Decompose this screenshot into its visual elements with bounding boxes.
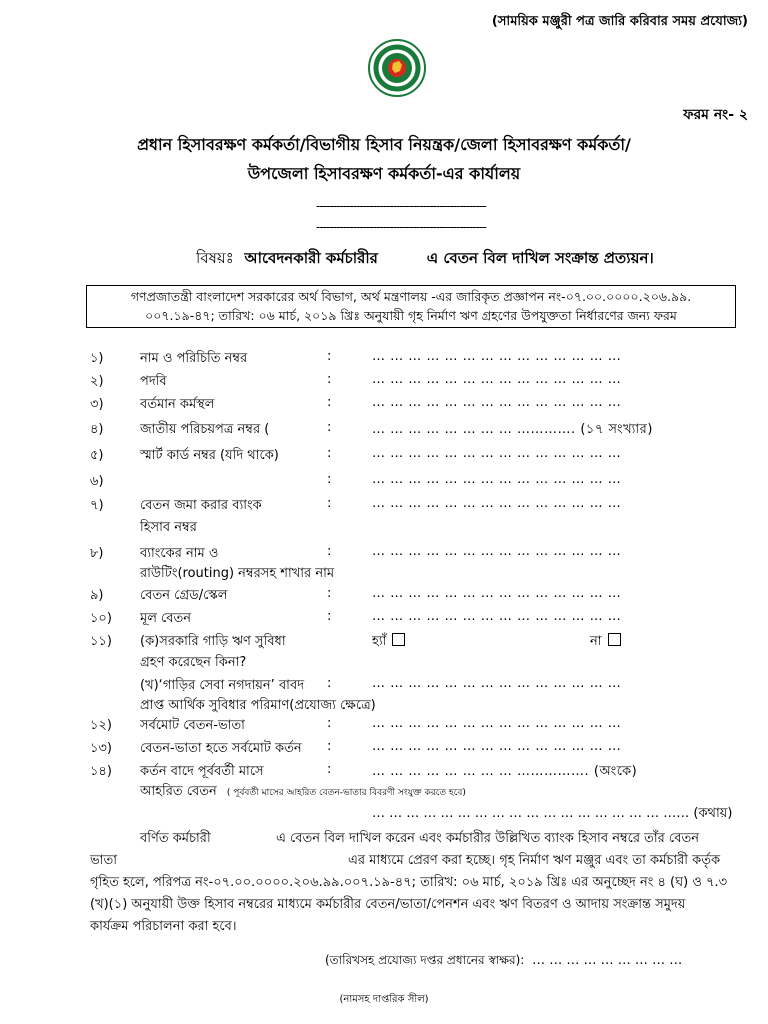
subject-part1: আবেদনকারী কর্মচারীর (244, 249, 378, 267)
field-label: সর্বমোট বেতন-ভাতা (140, 718, 245, 733)
subject-label: বিষয়ঃ (196, 249, 234, 267)
field-label: নাম ও পরিচিতি নম্বর (140, 351, 248, 366)
field-row (0, 739, 768, 761)
field-input-line[interactable]: … … … … … … … … … … … … … … (372, 395, 622, 410)
field-sublabel: হিসাব নম্বর (140, 520, 197, 535)
field-input-line[interactable]: … … … … … … … … …………. (১৭ সংখ্যার) (372, 422, 653, 437)
no-checkbox[interactable] (608, 633, 621, 646)
field-row (0, 609, 768, 631)
field-label: (ক)সরকারি গাড়ি ঋণ সুবিধা (140, 634, 286, 649)
field-colon: : (327, 586, 332, 601)
field-label: ব্যাংকের নাম ও (140, 546, 219, 561)
field-label: কর্তন বাদে পূর্ববর্তী মাসে (140, 764, 264, 779)
no-option[interactable] (590, 632, 621, 653)
field-sublabel: গ্রহণ করেছেন কিনা? (140, 655, 247, 670)
signature-label: (তারিখসহ প্রযোজ্য দপ্তর প্রধানের স্বাক্ষর): (325, 953, 525, 967)
field-colon: : (327, 372, 332, 387)
dash-line-2: --------------------------------------------------- (316, 220, 486, 234)
para-line3: গৃহিত হলে, পরিপত্র নং-০৭.০০.০০০০.২০৬.৯৯.০০৭.১৯-৪৭; তারিখ: ০৬ মার্চ, ২০১৯ খ্রিঃ এর অনুচ্ছেদ নং ৪ (ঘ) ও ৭.৩ (90, 875, 728, 890)
notice-line1: গণপ্রজাতন্ত্রী বাংলাদেশ সরকারের অর্থ বিভাগ, অর্থ মন্ত্রণালয় -এর জারিকৃত প্রজ্ঞাপন নং-০৭.০০.০০০০.২০৬.৯৯. (130, 289, 692, 304)
field-label: পদবি (140, 374, 167, 389)
field-colon: : (327, 349, 332, 364)
field-input-line[interactable]: … … … … … … … … … … … … … … (372, 676, 622, 691)
field-number: ১৩) (90, 741, 112, 756)
para-line1a: বর্ণিত কর্মচারী (140, 831, 211, 846)
field-label: মূল বেতন (140, 611, 192, 626)
field-colon: : (327, 446, 332, 461)
field-number: ১০) (90, 611, 112, 626)
field-number: ৯) (90, 588, 104, 603)
office-title-line1: প্রধান হিসাবরক্ষণ কর্মকর্তা/বিভাগীয় হিসাব নিয়ন্ত্রক/জেলা হিসাবরক্ষণ কর্মকর্তা/ (137, 135, 631, 154)
government-seal-icon (367, 38, 427, 98)
field-input-line[interactable]: … … … … … … … … ……………. (অংকে) (372, 764, 638, 779)
para-line4: (খ)(১) অনুযায়ী উক্ত হিসাব নম্বরের মাধ্যমে কর্মচারীর বেতন/ভাতা/পেনশন এবং ঋণ বিতরণ ও আদায় সংক্রান্ত সমুদয় (90, 897, 686, 912)
field-input-line[interactable]: … … … … … … … … … … … … … … (372, 349, 622, 364)
field-row (0, 472, 768, 494)
subject-line (196, 247, 654, 272)
field-number: ৮) (90, 546, 104, 561)
amount-in-words-line[interactable]: … … … … … … … … … … … … … … … … … …… (কথায়) (372, 806, 733, 821)
field-row (0, 349, 768, 371)
salary-received-label: আহরিত বেতন (140, 784, 217, 799)
field-colon: : (327, 739, 332, 754)
field-colon: : (327, 395, 332, 410)
field-sublabel: রাউটিং(routing) নম্বরসহ শাখার নাম (140, 566, 335, 581)
field-colon: : (327, 609, 332, 624)
field-colon: : (327, 472, 332, 487)
field-label: বর্তমান কর্মস্থল (140, 397, 215, 412)
field-label: জাতীয় পরিচয়পত্র নম্বর ( (140, 422, 270, 437)
office-title-line2: উপজেলা হিসাবরক্ষণ কর্মকর্তা-এর কার্যালয় (247, 164, 521, 183)
field-input-line[interactable]: … … … … … … … … … … … … … … (372, 372, 622, 387)
field-row (0, 586, 768, 608)
notice-box (86, 285, 736, 328)
field-colon: : (327, 676, 332, 691)
field-label: বেতন জমা করার ব্যাংক (140, 498, 262, 513)
field-row (0, 446, 768, 468)
field-label: বেতন গ্রেড/স্কেল (140, 588, 228, 603)
field-number: ৪) (90, 422, 104, 437)
field-row (0, 544, 768, 566)
field-row (0, 716, 768, 738)
field-input-line[interactable]: … … … … … … … … … … … … … … (372, 716, 622, 731)
field-colon: : (327, 496, 332, 511)
field-row (0, 676, 768, 698)
certification-paragraph (90, 828, 750, 938)
field-input-line[interactable]: … … … … … … … … … … … … … … (372, 496, 622, 511)
field-row (0, 496, 768, 518)
top-note: (সাময়িক মঞ্জুরী পত্র জারি করিবার সময় প্রযোজ্য) (491, 14, 748, 29)
field-number: ১৪) (90, 764, 112, 779)
field-input-line[interactable]: … … … … … … … … … … … … … … (372, 609, 622, 624)
field-number: ১১) (90, 634, 112, 649)
dash-line-1: --------------------------------------------------- (316, 199, 486, 213)
para-line2b: এর মাধ্যমে প্রেরণ করা হচ্ছে। গৃহ নির্মাণ ঋণ মঞ্জুর এবং তা কর্মচারী কর্তৃক (348, 853, 721, 868)
notice-line2: ০০৭.১৯-৪৭; তারিখ: ০৬ মার্চ, ২০১৯ খ্রিঃ অনুযায়ী গৃহ নির্মাণ ঋণ গ্রহণের উপযুক্ততা নির্ধারণের জন্য ফরম (145, 308, 677, 323)
form-number: ফরম নং- ২ (683, 107, 748, 123)
field-number: ৬) (90, 474, 104, 489)
field-sublabel (140, 782, 466, 803)
field-row (0, 395, 768, 417)
field-colon: : (327, 716, 332, 731)
field-number: ২) (90, 374, 104, 389)
official-seal-note: (নামসহ দাপ্তরিক সীল) (339, 994, 429, 1005)
signature-input-line[interactable]: … … … … … … … … … (532, 953, 683, 968)
field-number: ৩) (90, 397, 104, 412)
yes-option[interactable] (372, 632, 405, 653)
field-number: ১২) (90, 718, 112, 733)
field-input-line[interactable]: … … … … … … … … … … … … … … (372, 586, 622, 601)
field-row (0, 372, 768, 394)
field-sublabel: প্রাপ্ত আর্থিক সুবিধার পরিমাণ(প্রযোজ্য ক্ষেত্রে) (140, 698, 376, 713)
attachment-note: ( পূর্ববর্তী মাসের আহরিত বেতন-ভাতার বিবরণী সংযুক্ত করতে হবে) (226, 788, 466, 798)
field-label: বেতন-ভাতা হতে সর্বমোট কর্তন (140, 741, 302, 756)
subject-part2: এ বেতন বিল দাখিল সংক্রান্ত প্রত্যয়ন। (426, 249, 654, 267)
field-input-line[interactable]: … … … … … … … … … … … … … … (372, 544, 622, 559)
signature-line (325, 952, 682, 972)
field-colon: : (327, 762, 332, 777)
field-number: ৫) (90, 448, 104, 463)
field-input-line[interactable]: … … … … … … … … … … … … … … (372, 446, 622, 461)
field-row (0, 632, 768, 654)
field-number: ১) (90, 351, 104, 366)
field-row (0, 420, 768, 442)
para-line5: কার্যক্রম পরিচালনা করা হবে। (90, 919, 237, 934)
field-label: স্মার্ট কার্ড নম্বর (যদি থাকে) (140, 448, 279, 463)
field-colon: : (327, 420, 332, 435)
field-input-line[interactable]: … … … … … … … … … … … … … … (372, 472, 622, 487)
yes-label: হ্যাঁ (372, 634, 387, 649)
field-row (0, 762, 768, 784)
yes-checkbox[interactable] (392, 633, 405, 646)
para-line1b: এ বেতন বিল দাখিল করেন এবং কর্মচারীর উল্লিখিত ব্যাংক হিসাব নম্বরে তাঁর বেতন (276, 831, 699, 846)
field-input-line[interactable]: … … … … … … … … … … … … … … (372, 739, 622, 754)
field-colon: : (327, 544, 332, 559)
field-number: ৭) (90, 498, 104, 513)
no-label: না (590, 634, 602, 649)
field-label: (খ)‘গাড়ির সেবা নগদায়ন’ বাবদ (140, 678, 305, 693)
para-line2a: ভাতা (90, 853, 117, 868)
